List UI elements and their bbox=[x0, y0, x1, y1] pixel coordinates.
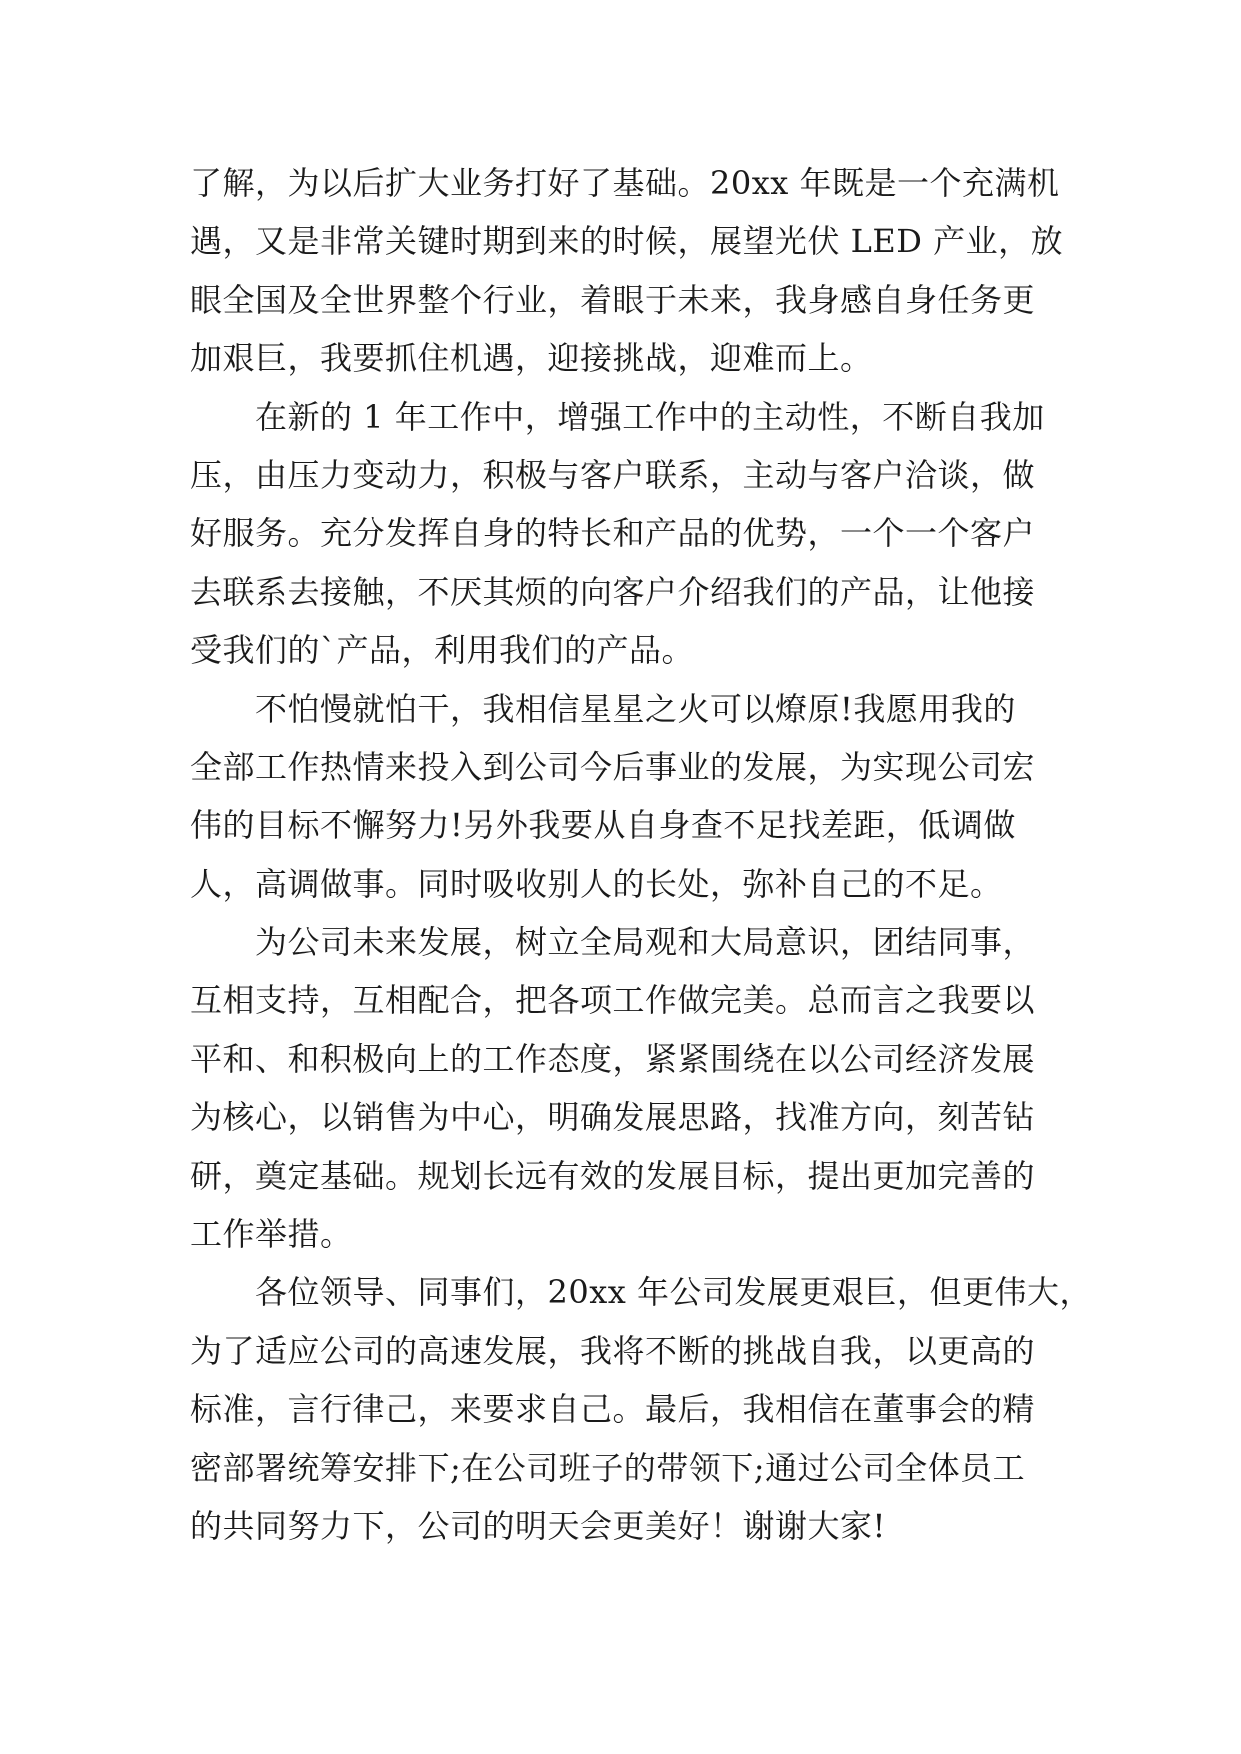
text-line: 为核心，以销售为中心，明确发展思路，找准方向，刻苦钻 bbox=[190, 1098, 1036, 1137]
text-line: 好服务。充分发挥自身的特长和产品的优势，一个一个客户 bbox=[190, 514, 1036, 553]
text-line: 了解，为以后扩大业务打好了基础。20xx 年既是一个充满机 bbox=[190, 164, 1060, 202]
text-line: 加艰巨，我要抓住机遇，迎接挑战，迎难而上。 bbox=[190, 339, 873, 378]
text-line: 各位领导、同事们，20xx 年公司发展更艰巨，但更伟大， bbox=[190, 1273, 1092, 1312]
text-line: 互相支持，互相配合，把各项工作做完美。总而言之我要以 bbox=[190, 981, 1036, 1020]
text-line: 密部署统筹安排下;在公司班子的带领下;通过公司全体员工 bbox=[190, 1448, 1026, 1487]
text-line: 人，高调做事。同时吸收别人的长处，弥补自己的不足。 bbox=[190, 864, 1003, 903]
text-line: 眼全国及全世界整个行业，着眼于未来，我身感自身任务更 bbox=[190, 280, 1036, 319]
text-line: 标准，言行律己，来要求自己。最后，我相信在董事会的精 bbox=[190, 1390, 1036, 1429]
text-line: 在新的 1 年工作中，增强工作中的主动性，不断自我加 bbox=[190, 397, 1045, 436]
document-body bbox=[190, 154, 1092, 1555]
text-line: 压，由压力变动力，积极与客户联系，主动与客户洽谈，做 bbox=[190, 455, 1036, 494]
text-line: 为公司未来发展，树立全局观和大局意识，团结同事， bbox=[190, 923, 1036, 962]
text-line: 研，奠定基础。规划长远有效的发展目标，提出更加完善的 bbox=[190, 1156, 1036, 1195]
text-line: 的共同努力下，公司的明天会更美好！谢谢大家! bbox=[190, 1506, 886, 1545]
text-line: 工作举措。 bbox=[190, 1215, 353, 1254]
text-line: 遇，又是非常关键时期到来的时候，展望光伏 LED 产业，放 bbox=[190, 222, 1064, 261]
text-line: 全部工作热情来投入到公司今后事业的发展，为实现公司宏 bbox=[190, 747, 1036, 786]
text-line: 去联系去接触，不厌其烦的向客户介绍我们的产品，让他接 bbox=[190, 572, 1036, 611]
text-line: 不怕慢就怕干，我相信星星之火可以燎原!我愿用我的 bbox=[190, 689, 1016, 728]
text-line: 伟的目标不懈努力!另外我要从自身查不足找差距，低调做 bbox=[190, 806, 1016, 845]
text-line: 为了适应公司的高速发展，我将不断的挑战自我，以更高的 bbox=[190, 1331, 1036, 1370]
text-line: 平和、和积极向上的工作态度，紧紧围绕在以公司经济发展 bbox=[190, 1039, 1036, 1078]
text-line: 受我们的`产品，利用我们的产品。 bbox=[190, 631, 695, 670]
